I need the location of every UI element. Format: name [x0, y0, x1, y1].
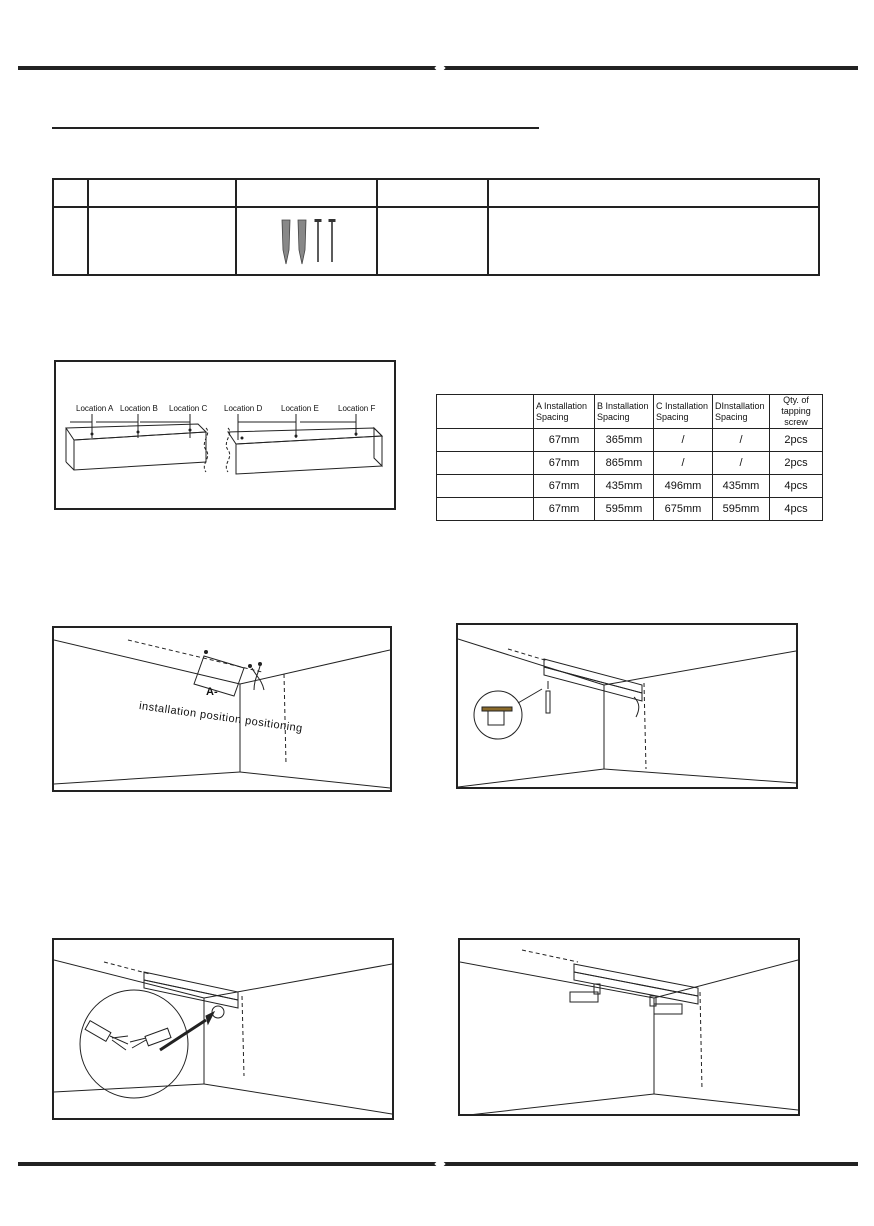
header-d-line1: DInstallation: [715, 400, 765, 411]
header-qty-line3: screw: [784, 417, 808, 427]
location-d-label: Location D: [224, 404, 263, 413]
cell-d: /: [713, 452, 770, 475]
cell-a: 67mm: [534, 452, 595, 475]
cell-qty: 2pcs: [770, 429, 823, 452]
cell-b: 865mm: [595, 452, 654, 475]
header-c-spacing: [654, 395, 713, 429]
row-label: [437, 498, 534, 521]
cell-c: /: [654, 452, 713, 475]
header-qty-line2: tapping: [781, 406, 811, 416]
cell-a: 67mm: [534, 429, 595, 452]
header-a-line1: A Installation: [536, 400, 588, 411]
header-c-line2: Spacing: [656, 411, 689, 422]
spacing-table-corner: [437, 395, 534, 429]
header-d-line2: Spacing: [715, 411, 748, 422]
step4-installed-illustration: [458, 938, 800, 1116]
parts-table: [52, 178, 820, 276]
parts-table-divider: [376, 180, 378, 274]
step3-wiring-illustration: [52, 938, 394, 1120]
cell-a: 67mm: [534, 475, 595, 498]
table-row: [437, 475, 823, 498]
step2-screwing-illustration: [456, 623, 798, 789]
header-b-spacing: [595, 395, 654, 429]
step1-marker: A-: [206, 686, 218, 698]
table-row: [437, 498, 823, 521]
step1-positioning-illustration: [52, 626, 392, 792]
installation-spacing-table: [436, 394, 823, 521]
cell-b: 595mm: [595, 498, 654, 521]
parts-table-divider: [235, 180, 237, 274]
cell-c: /: [654, 429, 713, 452]
header-qty-screw: [770, 395, 823, 429]
header-b-line1: B Installation: [597, 400, 649, 411]
room-drawing-step1: [54, 628, 390, 790]
parts-table-header-divider: [54, 206, 818, 208]
location-c-label: Location C: [169, 404, 208, 413]
room-drawing-step3: [54, 940, 392, 1118]
cell-b: 435mm: [595, 475, 654, 498]
header-a-line2: Spacing: [536, 411, 569, 422]
room-drawing-step2: [458, 625, 796, 787]
top-rule-notch: [434, 62, 445, 73]
cell-d: /: [713, 429, 770, 452]
row-label: [437, 452, 534, 475]
parts-table-divider: [87, 180, 89, 274]
cell-qty: 2pcs: [770, 452, 823, 475]
location-a-label: Location A: [76, 404, 114, 413]
room-drawing-step4: [460, 940, 798, 1114]
location-b-label: Location B: [120, 404, 158, 413]
section-heading-underline: [52, 127, 539, 129]
location-f-label: Location F: [338, 404, 376, 413]
header-b-line2: Spacing: [597, 411, 630, 422]
table-row: [437, 429, 823, 452]
cell-c: 496mm: [654, 475, 713, 498]
screws-and-anchors-image: [276, 218, 346, 268]
cell-d: 595mm: [713, 498, 770, 521]
location-e-label: Location E: [281, 404, 319, 413]
step1-caption: installation position positioning: [138, 700, 304, 735]
profile-drawing: [56, 362, 394, 508]
parts-table-divider: [487, 180, 489, 274]
row-label: [437, 475, 534, 498]
row-label: [437, 429, 534, 452]
table-row: [437, 452, 823, 475]
header-a-spacing: [534, 395, 595, 429]
header-qty-line1: Qty. of: [783, 395, 809, 405]
cell-c: 675mm: [654, 498, 713, 521]
bottom-rule-notch: [434, 1158, 445, 1169]
cell-a: 67mm: [534, 498, 595, 521]
profile-locations-diagram: [54, 360, 396, 510]
header-d-spacing: [713, 395, 770, 429]
cell-b: 365mm: [595, 429, 654, 452]
cell-qty: 4pcs: [770, 498, 823, 521]
cell-qty: 4pcs: [770, 475, 823, 498]
header-c-line1: C Installation: [656, 400, 709, 411]
cell-d: 435mm: [713, 475, 770, 498]
